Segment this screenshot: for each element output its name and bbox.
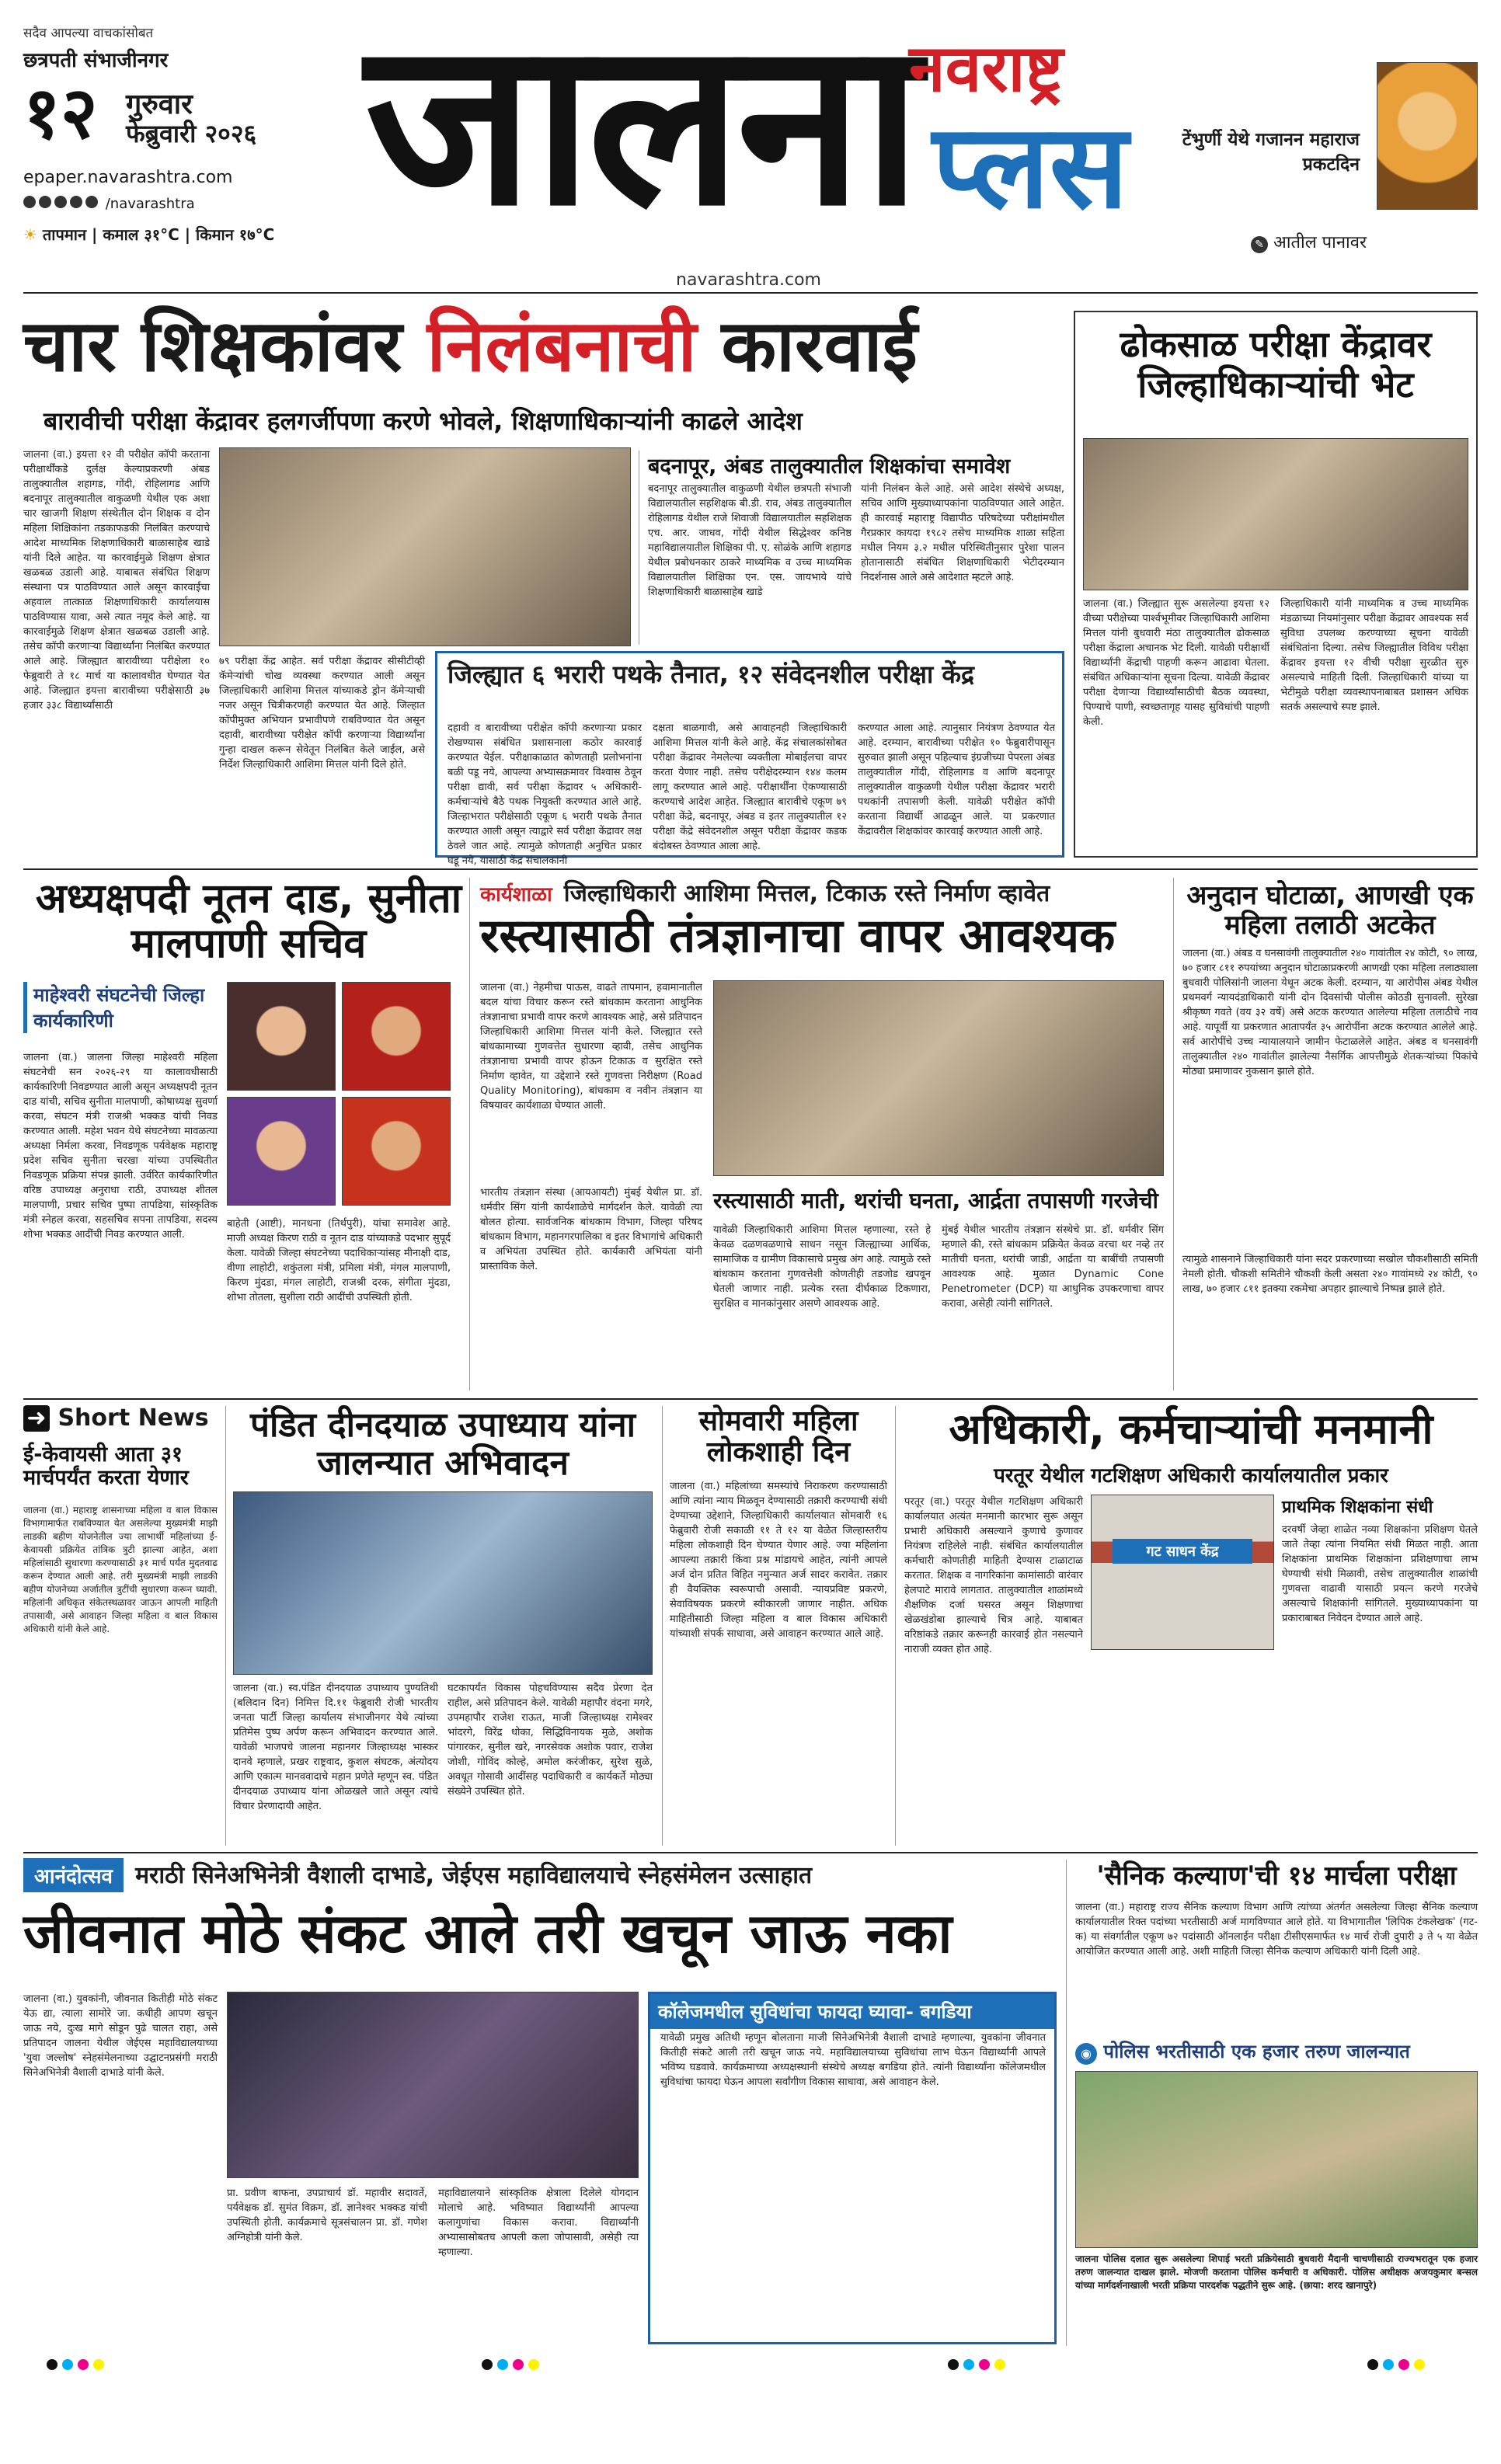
adhikari-photo xyxy=(1091,1495,1274,1650)
deendayal-photo xyxy=(233,1491,653,1675)
adhyaksha-headline: अध्यक्षपदी नूतन दाड, सुनीता मालपाणी सचिव xyxy=(35,875,462,968)
lead-box-body2: दक्षता बाळगावी, असे आवाहनही जिल्हाधिकारी आशिमा मित्तल यांनी केले आहे. केंद्र संचालकांसोबत परीक्षा केंद्रावर नेमलेल्या व्यक्तीला मोबाईलचा वापर करता येणार नाही. तसेच परीक्षेदरम्यान १४४ कलम लागू करण्यात आले आहे. परीक्षार्थींना ऐकण्यासाठी करण्याचे आदेश आहेत. जिल्ह्यात बारावीचे एकूण ७९ परीक्षा केंद्रे, बदनापूर, अंबड व इतर तालुक्यातील १२ परीक्षा केंद्रे संवेदनशील असून परीक्षा केंद्रावर कडक बंदोबस्त ठेवण्यात आला आहे. xyxy=(653,722,847,852)
sainik-photo xyxy=(1075,2071,1478,2248)
section-divider-1 xyxy=(23,868,1478,870)
dhoksal-photo xyxy=(1083,438,1468,590)
adhikari-side-body: दरवर्षी जेव्हा शाळेत नव्या शिक्षकांना प्रशिक्षण घेतले जाते तेव्हा त्यांना नियमित संधी मिळत नाही. आता शिक्षकांना प्राथमिक शिक्षकांना प्रशिक्षणाचा लाभ घेण्याची संधी मिळावी, तसेच तालुक्यातील शाळांची गुणवत्ता वाढावी यासाठी प्रयत्न करणे गरजेचे असल्याचे शिक्षकांनी सांगितले. मुख्याध्यापकांना या प्रकाराबाबत निवेदन देण्यात आले आहे. xyxy=(1282,1524,1478,1624)
row3-divider-a xyxy=(225,1406,226,1846)
sainik-caption: जालना पोलिस दलात सुरू असलेल्या शिपाई भरती प्रक्रियेसाठी बुधवारी मैदानी चाचणीसाठी राज्यभरातून एक हजार तरुण जालन्यात दाखल झाले. मोजणी करताना पोलिस कर्मचारी व अधिकारी. पोलिस अधीक्षक अजयकुमार बन्सल यांच्या मार्गदर्शनाखाली भरती प्रक्रिया पारदर्शक पद्धतीने सुरू आहे. (छाया: शरद खानापुरे) xyxy=(1075,2253,1478,2291)
epaper-link[interactable]: epaper.navarashtra.com xyxy=(23,168,233,187)
paper-title: जालना xyxy=(365,0,917,256)
promo-author: ✎ आतील पानावर xyxy=(1251,230,1367,253)
anandotsav-box-body: यावेळी प्रमुख अतिथी म्हणून बोलताना माजी सिनेअभिनेत्री वैशाली दाभाडे म्हणाल्या, युवकांना जीवनात कितीही संकटे आली तरी खचून जाऊ नये. महाविद्यालयाच्या सुविधांचा लाभ घेऊन विद्यार्थ्यांनी आपले भविष्य घडवावे. कार्यक्रमाच्या अध्यक्षस्थानी संस्थेचे अध्यक्ष बगडिया होते. त्यांनी विद्यार्थ्यांना कॉलेजमधील सुविधांचा फायदा घेऊन आपला सर्वांगीण विकास साधावा, असे आवाहन केले. xyxy=(660,2032,1046,2088)
adhyaksha-photo-4 xyxy=(342,1097,451,1206)
edition-city: छत्रपती संभाजीनगर xyxy=(23,49,169,72)
registration-marks-mid xyxy=(482,2358,544,2373)
lead-side-head: बदनापूर, अंबड तालुक्यातील शिक्षकांचा समावेश xyxy=(648,454,1011,479)
adhyaksha-body2: बाहेती (आष्टी), मानधना (तिर्थपुरी), यांचा समावेश आहे. माजी अध्यक्ष किरण राठी व नूतन दाड यांच्याकडे पदभार सुपूर्द केला. यावेळी जिल्हा संघटनेच्या पदाधिकाऱ्यांसह मीनाक्षी दाड, वीणा लाहोटी, शकुंतला मंत्री, प्रमिला मंत्री, मंगल मालपाणी, किरण मुंदडा, मंगल लाहोटी, राजश्री दरक, संगीता मुंदडा, शोभा तोतला, सुशीला राठी आदींची उपस्थिती होती. xyxy=(227,1218,451,1303)
dhoksal-headline: ढोकसाळ परीक्षा केंद्रावर जिल्हाधिकाऱ्यांची भेट xyxy=(1120,323,1432,405)
rasta-headline: रस्त्यासाठी तंत्रज्ञानाचा वापर आवश्यक xyxy=(480,909,1116,963)
anandotsav-photo xyxy=(227,1992,639,2178)
adhyaksha-photo-3 xyxy=(227,1097,336,1206)
date-day-number: १२ xyxy=(23,71,98,155)
registration-marks-left xyxy=(47,2358,109,2373)
row2-divider-a xyxy=(469,878,470,1390)
lead-headline: चार शिक्षकांवर निलंबनाची कारवाई xyxy=(23,305,918,388)
youtube-icon[interactable] xyxy=(70,196,82,208)
adhikari-subhead: परतूर येथील गटशिक्षण अधिकारी कार्यालयातील प्रकार xyxy=(994,1464,1388,1488)
arrow-icon: ➜ xyxy=(23,1405,50,1432)
brand-bottom: प्लस xyxy=(932,99,1129,235)
date-month-year: फेब्रुवारी २०२६ xyxy=(126,119,257,148)
rasta-kicker xyxy=(480,876,1164,908)
anandotsav-body3: महाविद्यालयाने सांस्कृतिक क्षेत्राला दिलेले योगदान मोलाचे आहे. भविष्यात विद्यार्थ्यांनी आपल्या कलागुणांचा विकास करावा. विद्यार्थ्यांनी अभ्यासासोबतच आपली कला जोपासावी, असेही त्या म्हणाल्या. xyxy=(438,2187,639,2258)
adhyaksha-body: जालना (वा.) जालना जिल्हा माहेश्वरी महिला संघटनेची सन २०२६-२९ या कालावधीसाठी कार्यकारिणी निवडण्यात आली असून अध्यक्षपदी नूतन दाड यांची, सचिव सुनीता मालपाणी, कोषाध्यक्ष सुवर्णा करवा, संघटन मंत्री राजश्री भक्कड यांची निवड करण्यात आली. महेश भवन येथे संघटनेच्या मावळत्या अध्यक्षा निर्मला करवा, निवडणूक पर्यवेक्षक महाराष्ट्र प्रदेश सचिव सुनीता चरखा यांच्या उपस्थितीत निवडणूक प्रक्रिया संपन्न झाली. उर्वरित कार्यकारिणीत वरिष्ठ उपाध्यक्ष अनुराधा राठी, उपाध्यक्ष शीतल मालपाणी, प्रचार सचिव पुष्पा तापडिया, सांस्कृतिक मंत्री स्नेहल करवा, सहसचिव सपना तापडिया, सदस्य शोभा भक्कड आदींची निवड करण्यात आली. xyxy=(23,1052,218,1241)
somvari-body: जालना (वा.) महिलांच्या समस्यांचे निराकरण करण्यासाठी आणि त्यांना न्याय मिळवून देण्यासाठी तक्रारी करण्याची संधी देण्याच्या उद्देशाने, जिल्हाधिकारी कार्यालयात सोमवारी १६ फेब्रुवारी रोजी सकाळी ११ ते १२ या वेळेत जिल्हास्तरीय महिला लोकशाही दिन घेण्यात येणार आहे. ज्या महिलांना आपल्या तक्रारी किंवा प्रश्न मांडायचे आहेत, त्यांनी आपले अर्ज दोन प्रतित विहित नमुन्यात अर्ज सादर करावेत. तक्रार ही वैयक्तिक स्वरूपाची असावी. न्यायप्रविष्ट प्रकरणे, सेवाविषयक प्रकरणे स्वीकारली जाणार नाहीत. अधिक माहितीसाठी जिल्हा महिला व बाल विकास अधिकारी यांच्याशी संपर्क साधावा, असे आवाहन करण्यात आले आहे. xyxy=(670,1481,887,1640)
section-divider-2 xyxy=(23,1398,1478,1400)
short-news-label: ➜ Short News xyxy=(23,1404,218,1432)
lead-subhead: बारावीची परीक्षा केंद्रावर हलगर्जीपणा करणे भोवले, शिक्षणाधिकाऱ्यांनी काढले आदेश xyxy=(44,406,803,436)
anandotsav-headline: जीवनात मोठे संकट आले तरी खचून जाऊ नका xyxy=(23,1902,952,1965)
camera-icon: ◉ xyxy=(1075,2043,1097,2065)
rasta-label: कार्यशाळा xyxy=(480,883,552,907)
promo-portrait xyxy=(1377,62,1478,210)
row3-divider-b xyxy=(662,1406,663,1846)
section-divider-3 xyxy=(23,1852,1478,1853)
deendayal-body2: घटकापर्यंत विकास पोहचविण्यास सदैव प्रेरणा देत राहील, असे प्रतिपादन केले. यावेळी महापौर वंदना मगरे, उपमहापौर राजेश राऊत, माजी जिल्हाध्यक्ष रामेश्वर भांदरगे, विरेंद्र धोका, सिद्धिविनायक मुळे, अशोक पांगारकर, सुनील खरे, नगरसेवक अशोक पवार, राजेश जोशी, गोविंद कोल्हे, अमोल करंजीकर, सुरेश सुळे, अवधूत गोसावी आदींसह पदाधिकारी व कार्यकर्ते मोठ्या संख्येने उपस्थित होते. xyxy=(448,1683,653,1798)
social-handle: /navarashtra xyxy=(105,196,195,212)
lead-side-body2: यांनी निलंबन केले आहे. असे आदेश संस्थेचे अध्यक्ष, सचिव आणि मुख्याध्यापकांना पाठविण्यात आले आहेत. ही कारवाई महाराष्ट्र विद्यापीठ परिषदेच्या परीक्षांमधील गैरप्रकार कायदा १९८२ तसेच माध्यमिक शाळा सहिता मधील नियम ३.२ मधील परिस्थितीनुसार पुरेशा पालन होतानासाठी संबंधित शिक्षणाधिकारी भेटीदरम्यान निदर्शनास आले असे आदेशात म्हटले आहे. xyxy=(861,483,1064,583)
anudan-headline: अनुदान घोटाळा, आणखी एक महिला तलाठी अटकेत xyxy=(1186,880,1474,941)
adhyaksha-subhead: माहेश्वरी संघटनेची जिल्हा कार्यकारिणी xyxy=(23,982,210,1033)
short-news-body: जालना (वा.) महाराष्ट्र शासनाच्या महिला व बाल विकास विभागामार्फत राबविण्यात येत असलेल्या मुख्यमंत्री माझी लाडकी बहीण योजनेतील ज्या लाभार्थी महिलांच्या ई-केवायसी प्रक्रियेत तांत्रिक त्रुटी झाल्या आहेत, अशा महिलांसाठी सुधारणा करण्यासाठी ३१ मार्च पर्यंत मुदतवाढ करून देण्यात आली आहे. तरी मुख्यमंत्री माझी लाडकी बहीण योजनेच्या अर्जातील त्रुटींची सुधारणा करून घ्यावी. महिलांनी अधिकृत संकेतस्थळावर जाऊन आपली माहिती तपासावी, असे आवाहन जिल्हा महिला व बाल विकास अधिकारी यांनी केले आहे. xyxy=(23,1505,218,1634)
adhyaksha-photo-1 xyxy=(227,982,336,1091)
rasta-subhead: रस्त्यासाठी माती, थरांची घनता, आर्द्रता तपासणी गरजेची xyxy=(713,1188,1158,1213)
date-weekday: गुरुवार xyxy=(126,89,193,120)
row3-divider-c xyxy=(895,1406,896,1846)
adhikari-headline: अधिकारी, कर्मचाऱ्यांची मनमानी xyxy=(949,1404,1433,1453)
social-row xyxy=(23,196,195,212)
adhikari-side-head: प्राथमिक शिक्षकांना संधी xyxy=(1282,1498,1433,1517)
masthead xyxy=(23,0,1478,292)
lead-box-body1: दहावी व बारावीच्या परीक्षेत कॉपी करणाऱ्या प्रकार रोखण्यास संबंधित प्रशासनाला कठोर कारवाई करण्यात येईल. परीक्षाकाळात कोणताही प्रलोभनांना बळी पडू नये, आपल्या अभ्यासक्रमावर विश्वास ठेवून परीक्षा द्यावी, सर्व परीक्षा केंद्रावर ५ अधिकारी-कर्मचाऱ्यांचे बैठे पथक नियुक्ती करण्यात आले आहे. जिल्हाभरात परीक्षेसाठी एकूण ६ भरारी पथके तैनात करण्यात आली असून त्याद्वारे सर्व परीक्षा केंद्रावर लक्ष ठेवले जात आहे. त्यामुळे कोणताही अनुचित प्रकार घडू नये, यासाठी केंद्र संचालकांनी xyxy=(448,722,642,867)
lead-body-col2: ७९ परीक्षा केंद्र आहेत. सर्व परीक्षा केंद्रावर सीसीटीव्ही कॅमेऱ्यांची चोख व्यवस्था करण्यात आली असून जिल्हाधिकारी आशिमा मित्तल यांच्याकडे ड्रोन कॅमेऱ्याची नजर असून चित्रीकरणही करण्यात येत आहे. जिल्हात कॉपीमुक्त अभियान प्रभावीपणे राबविण्यात येत असून दहावी, बारावीच्या परीक्षेत कॉपी करणाऱ्या विद्यार्थ्यांना गुन्हा दाखल करून सेवेतून निलंबित केले जाईल, असे निर्देश जिल्हाधिकारी आशिमा मित्तल यांनी दिले होते. xyxy=(219,656,425,771)
x-icon[interactable] xyxy=(39,196,51,208)
deendayal-headline: पंडित दीनदयाळ उपाध्याय यांना जालन्यात अभिवादन xyxy=(249,1405,636,1484)
rasta-body4: मुंबई येथील भारतीय तंत्रज्ञान संस्थेचे प्रा. डॉ. धर्मवीर सिंग म्हणाले की, रस्ते बांधकाम प्रक्रियेत केवळ वरचा थर नव्हे तर मातीची घनता, थरांची जाडी, आर्द्रता या बाबींची तपासणी आवश्यक आहे. मुळात Dynamic Cone Penetrometer (DCP) या आधुनिक उपकरणाचा वापर करावा, असेही त्यांनी सांगितले. xyxy=(942,1224,1164,1310)
rasta-headline-small: जिल्हाधिकारी आशिमा मित्तल, टिकाऊ रस्ते निर्माण व्हावेत xyxy=(563,880,1050,907)
sainik-headline: 'सैनिक कल्याण'ची १४ मार्चला परीक्षा xyxy=(1096,1860,1457,1892)
anandotsav-kicker xyxy=(23,1858,1057,1892)
dhoksal-body1: जालना (वा.) जिल्ह्यात सुरू असलेल्या इयत्ता १२ वीच्या परीक्षेच्या पार्श्वभूमीवर जिल्हाधिकारी आशिमा मित्तल यांनी बुधवारी मंठा तालुक्यातील ढोकसाळ परीक्षा केंद्राला अचानक भेट दिली. यावेळी परीक्षार्थी विद्यार्थ्यांनी केंद्राची पाहणी करून आढावा घेतला. संबंधित अधिकाऱ्यांना सूचना दिल्या. यावेळी केंद्रावर परीक्षा देणाऱ्या विद्यार्थ्यांसाठीची बैठक व्यवस्था, पिण्याचे पाणी, स्वच्छतागृह यासह सुविधांची पाहणी केली. xyxy=(1083,598,1269,728)
anandotsav-label: आनंदोत्सव xyxy=(23,1858,124,1892)
anandotsav-headline-small: मराठी सिनेअभिनेत्री वैशाली दाभाडे, जेईएस महाविद्यालयाचे स्नेहसंमेलन उत्साहात xyxy=(135,1862,813,1889)
anudan-body2: त्यामुळे शासनाने जिल्हाधिकारी यांना सदर प्रकरणाच्या सखोल चौकशीसाठी समिती नेमली होती. चौकशी समितीने चौकशी केली असता २४० गावांमध्ये २४ कोटी, ९० लाख, ७० हजार ८११ इतक्या रकमेचा अपहार झाल्याचे निष्पन्न झाले होते. xyxy=(1182,1254,1478,1295)
sainik-photo-head: ◉ पोलिस भरतीसाठी एक हजार तरुण जालन्यात xyxy=(1075,2038,1478,2065)
adhyaksha-photo-2 xyxy=(342,982,451,1091)
lead-box-head: जिल्ह्यात ६ भरारी पथके तैनात, १२ संवेदनशील परीक्षा केंद्र xyxy=(448,660,974,689)
anandotsav-body2: प्रा. प्रवीण बाफना, उपप्राचार्य डॉ. महावीर सदावर्ते, पर्यवेक्षक डॉ. सुमंत विक्रम, डॉ. ज्ञानेश्वर भक्कड यांची उपस्थिती होती. कार्यक्रमाचे सूत्रसंचालन प्रा. डॉ. गणेश अग्निहोत्री यांनी केले. xyxy=(227,2187,427,2243)
rasta-body2: भारतीय तंत्रज्ञान संस्था (आयआयटी) मुंबई येथील प्रा. डॉ. धर्मवीर सिंग यांनी कार्यशाळेचे मार्गदर्शन केले. यावेळी त्या बोलत होत्या. सार्वजनिक बांधकाम विभाग, जिल्हा परिषद बांधकाम विभाग, महानगरपालिका व इतर विभागांचे अधिकारी व अभियंता उपस्थित होते. कार्यकारी अभियंता यांनी प्रास्ताविक केले. xyxy=(480,1187,702,1272)
site-url[interactable]: navarashtra.com xyxy=(676,270,821,290)
promo-box[interactable] xyxy=(1173,62,1478,256)
row4-divider xyxy=(1066,1860,1067,2346)
short-news-headline: ई-केवायसी आता ३१ मार्चपर्यंत करता येणार xyxy=(23,1443,189,1491)
facebook-icon[interactable] xyxy=(23,196,36,208)
row2-divider-b xyxy=(1173,878,1174,1390)
rasta-photo xyxy=(713,980,1164,1176)
instagram-icon[interactable] xyxy=(54,196,67,208)
pen-icon: ✎ xyxy=(1251,236,1268,253)
registration-marks-right xyxy=(948,2358,1010,2373)
adhikari-photo-sign: गट साधन केंद्र xyxy=(1113,1539,1252,1564)
promo-text: टेंभुर्णी येथे गजानन महाराज प्रकटदिन xyxy=(1182,130,1360,175)
lead-photo xyxy=(219,447,631,646)
registration-marks-far xyxy=(1367,2358,1430,2373)
lead-box-body3: करण्यात आला आहे. त्यानुसार नियंत्रण ठेवण्यात येत आहे. दरम्यान, बारावीच्या परीक्षेत १० फेब्रुवारीपासून सुरुवात झाली असून पहिल्याच इंग्रजीच्या पेपरला अंबड तालुक्यातील गोंदी, रोहिलागड व आणि बदनापूर तालुक्यातील वाकुळणी येथील परीक्षा केंद्रावर भरारी पथकांनी तपासणी केली. यावेळी परीक्षेत कॉपी करताना विद्यार्थी आढळून आले. या प्रकरणात केंद्रावरील शिक्षकांवर कारवाई करण्यात आली आहे. xyxy=(858,722,1055,837)
dhoksal-body2: जिल्हाधिकारी यांनी माध्यमिक व उच्च माध्यमिक मंडळाच्या नियमांनुसार परीक्षा केंद्रावर आवश्यक सर्व सुविधा उपलब्ध करण्याच्या सूचना यावेळी संबंधितांना दिल्या. तसेच जिल्ह्यातील विविध परीक्षा केंद्रावर इयत्ता १२ वीची परीक्षा सुरळीत सुरु असल्याचे माहिती दिली. जिल्हाधिकारी यांच्या या भेटीमुळे परीक्षा व्यवस्थापनाबाबत प्रशासन अधिक सतर्क असल्याचे स्पष्ट झाले. xyxy=(1280,598,1468,713)
anandotsav-box-head: कॉलेजमधील सुविधांचा फायदा घ्यावा- बगडिया xyxy=(650,1994,1054,2029)
sun-icon: ☀ xyxy=(23,225,43,244)
linkedin-icon[interactable] xyxy=(85,196,98,208)
somvari-headline: सोमवारी महिला लोकशाही दिन xyxy=(698,1405,858,1469)
tagline: सदैव आपल्या वाचकांसोबत xyxy=(23,26,154,41)
lead-body-col1: जालना (वा.) इयत्ता १२ वी परीक्षेत कॉपी करताना परीक्षार्थींकडे दुर्लक्ष केल्याप्रकरणी अंबड तालुक्यातील शहागड, गोंदी, रोहिलागड आणि बदनापूर तालुक्यातील वाकुळणी येथील एक अशा चार खाजगी शिक्षण संस्थेतील दोन शिक्षक व दोन महिला शिक्षिकांना तडकाफडकी निलंबित करण्याचे आदेश माध्यमिक शिक्षणाधिकारी बाळासाहेब खाडे यांनी दिले आहेत. या कारवाईमुळे शिक्षण क्षेत्रात खळबळ उडाली आहे. याबाबत संबंधित शिक्षण संस्थाना पत्र पाठविण्यात आले असून कारवाईचा अहवाल तात्काळ शिक्षणाधिकारी कार्यालयास पाठविण्यास यावा, असे त्यात नमूद केले आहे. या कारवाईमुळे शिक्षण क्षेत्रात खळबळ उडाली आहे. तसेच कॉपी करणाऱ्या विद्यार्थ्यांना निलंबित करण्यात आले आहे. जिल्ह्यात बारावीच्या परीक्षेला १० फेब्रुवारी ते १८ मार्च या कालावधीत घेण्यात येत आहे. जिल्ह्यात इयत्ता बारावीच्या परीक्षेसाठी ३७ हजार ३३८ विद्यार्थ्यांसाठी xyxy=(23,449,210,712)
brand-top: नवराष्ट्र xyxy=(909,30,1064,106)
anudan-body: जालना (वा.) अंबड व घनसावंगी तालुक्यातील २४० गावांतील २४ कोटी, ९० लाख, ७० हजार ८११ रुपयांच्या अनुदान घोटाळाप्रकरणी आणखी एका महिला तलाठ्याला बुधवारी पोलिसांनी जालना येथून अटक केली. दरम्यान, या आरोपीस अंबड येथील प्रथमवर्ग न्यायदंडाधिकारी यांनी दोन दिवसांची पोलीस कोठडी सुनावली. सुरेखा श्रीकृष्ण गवते (वय ३२ वर्षे) असे अटक करण्यात आलेल्या महिला तलाठीचे नाव आहे. यापूर्वी या प्रकरणात आतापर्यंत ३५ आरोपींना अटक करण्यात आलेले आहे. सर्व आरोपींचे उच्च न्यायालयाने जामीन फेटाळलेले आहेत. अंबड व घनसावंगी तालुक्यातील २४० गावांतील झालेल्या नैसर्गिक आपत्तीमुळे शेतकऱ्यांच्या पिकांचे मोठ्या प्रमाणावर नुकसान झाले होते. xyxy=(1182,948,1478,1077)
rasta-body3: यावेळी जिल्हाधिकारी आशिमा मित्तल म्हणाल्या, रस्ते हे केवळ दळणवळणाचे साधन नसून जिल्ह्याच्या आर्थिक, सामाजिक व ग्रामीण विकासाचे प्रमुख अंग आहे. त्यामुळे रस्ते बांधकाम करताना गुणवत्तेशी कोणतीही तडजोड खपवून घेतली जाणार नाही. प्रत्येक रस्ता दीर्घकाळ टिकणारा, सुरक्षित व मानकांनुसार असणे आवश्यक आहे. xyxy=(713,1224,931,1310)
temperature: ☀ तापमान | कमाल ३१°C | किमान १७°C xyxy=(23,225,275,244)
lead-side-body1: बदनापूर तालुक्यातील वाकुळणी येथील छत्रपती संभाजी विद्यालयातील सहशिक्षक बी.डी. राव, अंबड तालुक्यातील रोहिलागड येथील राजे शिवाजी विद्यालयातील सहशिक्षक एच. आर. जाधव, गोंदी येथील सिद्धेश्वर कनिष्ठ महाविद्यालयातील शिक्षिका पी. ए. सोळंके आणि शहागड येथील प्रबोधनकार ठाकरे माध्यमिक व उच्च माध्यमिक विद्यालयातील शिक्षिका एन. एस. जायभाये यांचे शिक्षणाधिकारी बाळासाहेब खाडे xyxy=(648,483,851,598)
anandotsav-body1: जालना (वा.) युवकांनी, जीवनात कितीही मोठे संकट येऊ द्या, त्याला सामोरे जा. कधीही आपण खचून जाऊ नये, दुःख मागे सोडून पुढे चालत राहा, असे प्रतिपादन जालना येथील जेईएस महाविद्यालयाच्या 'युवा जल्लोष' स्नेहसंमेलनाच्या उद्घाटनप्रसंगी मराठी सिनेअभिनेत्री वैशाली दाभाडे यांनी केले. xyxy=(23,1993,218,2079)
deendayal-body1: जालना (वा.) स्व.पंडित दीनदयाळ उपाध्याय पुण्यतिथी (बलिदान दिन) निमित्त दि.११ फेब्रुवारी रोजी भारतीय जनता पार्टी जिल्हा कार्यालय संभाजीनगर येथे त्यांच्या प्रतिमेस पुष्प अर्पण करून अभिवादन करण्यात आले. यावेळी भाजपचे जालना महानगर जिल्हाध्यक्ष भास्कर दानवे म्हणाले, प्रखर राष्ट्रवाद, कुशल संघटक, अंत्योदय आणि एकात्म मानववादाचे महान प्रणेते म्हणून स्व. पंडित दीनदयाळ उपाध्याय यांना ओळखले जाते असून त्यांचे विचार प्रेरणादायी आहेत. xyxy=(233,1683,438,1812)
adhikari-body: परतूर (वा.) परतूर येथील गटशिक्षण अधिकारी कार्यालयात अत्यंत मनमानी कारभार सुरू असून प्रभारी अधिकारी असल्याने कुणाचे कुणावर नियंत्रण राहिलेले नाही. संबंधित कार्यालयातील कर्मचारी कोणतीही माहिती देण्यास टाळाटाळ करतात. शिक्षक व नागरिकांना कामांसाठी वारंवार हेलपाटे मारावे लागतात. तालुक्यातील शाळांमध्ये शैक्षणिक दर्जा घसरत असून शिक्षणाचा खेळखंडोबा झाल्याचे चित्र आहे. याबाबत वरिष्ठांकडे तक्रार करूनही कारवाई होत नसल्याने नाराजी व्यक्त होत आहे. xyxy=(904,1496,1083,1655)
masthead-divider xyxy=(23,292,1478,294)
rasta-body1: जालना (वा.) नेहमीचा पाऊस, वाढते तापमान, हवामानातील बदल यांचा विचार करून रस्ते बांधकाम करताना आधुनिक तंत्रज्ञानाचा प्रभावी वापर करणे आवश्यक आहे, असे प्रतिपादन जिल्हाधिकारी आशिमा मित्तल यांनी केले. जिल्ह्यात रस्ते बांधकामाच्या गुणवत्तेत सुधारणा व्हावी, तसेच आधुनिक तंत्रज्ञानाचा प्रभावी वापर होऊन टिकाऊ व सुरक्षित रस्ते निर्माण व्हावेत, या उद्देशाने रस्ते गुणवत्ता निरीक्षण (Road Quality Monitoring), बांधकाम व नवीन तंत्रज्ञान या विषयावर कार्यशाळा घेण्यात आली. xyxy=(480,982,702,1112)
sainik-body: जालना (वा.) महाराष्ट्र राज्य सैनिक कल्याण विभाग आणि त्यांच्या अंतर्गत असलेल्या जिल्हा सैनिक कल्याण कार्यालयातील रिक्त पदांच्या भरतीसाठी अर्ज मागविण्यात आले होते. या विभागातील 'लिपिक टंकलेखक' (गट-क) या संवर्गातील एकूण ७२ पदांसाठी ऑनलाईन परीक्षा टीसीएसमार्फत १४ मार्च रोजी दुपारी ३ ते ५ या वेळेत आयोजित करण्यात आली आहे. अशी माहिती जिल्हा सैनिक कल्याण अधिकारी यांनी दिली आहे. xyxy=(1075,1902,1478,1958)
